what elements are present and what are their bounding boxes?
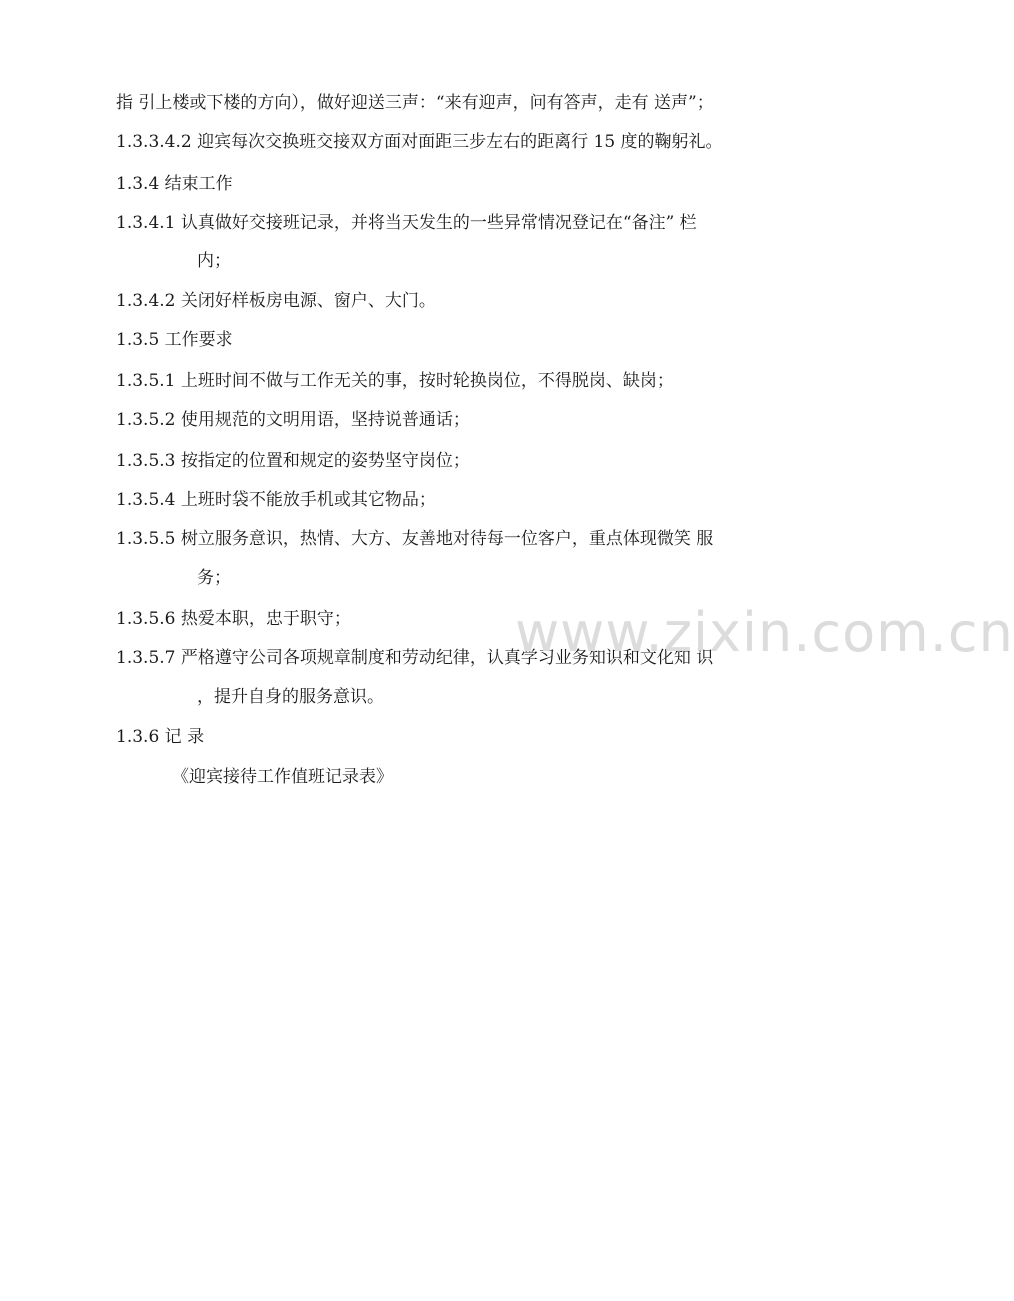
paragraph-line: 1.3.4.2 关闭好样板房电源、窗户、大门。 [116, 291, 436, 311]
section-heading: 1.3.4 结束工作 [116, 174, 233, 194]
paragraph-line: 1.3.5.7 严格遵守公司各项规章制度和劳动纪律，认真学习业务知识和文化知 识 [116, 648, 714, 668]
paragraph-line: 1.3.5.6 热爱本职，忠于职守； [116, 609, 351, 629]
paragraph-line: 1.3.4.1 认真做好交接班记录，并将当天发生的一些异常情况登记在“备注” 栏 [116, 213, 697, 233]
paragraph-line: 指 引上楼或下楼的方向），做好迎送三声：“来有迎声，问有答声，走有 送声”； [116, 93, 714, 113]
paragraph-line: 1.3.5.2 使用规范的文明用语，坚持说普通话； [116, 410, 470, 430]
paragraph-continuation: 内； [197, 251, 231, 271]
form-title: 《迎宾接待工作值班记录表》 [172, 767, 393, 787]
section-heading: 1.3.6 记 录 [116, 727, 205, 747]
section-heading: 1.3.5 工作要求 [116, 330, 233, 350]
watermark: www.zixin.com.cn [515, 601, 1014, 664]
paragraph-continuation: 务； [197, 568, 231, 588]
paragraph-continuation: ，提升自身的服务意识。 [197, 687, 384, 707]
paragraph-line: 1.3.5.1 上班时间不做与工作无关的事，按时轮换岗位，不得脱岗、缺岗； [116, 371, 674, 391]
paragraph-line: 1.3.3.4.2 迎宾每次交换班交接双方面对面距三步左右的距离行 15 度的鞠躬礼。 [116, 132, 723, 152]
paragraph-line: 1.3.5.3 按指定的位置和规定的姿势坚守岗位； [116, 451, 470, 471]
paragraph-line: 1.3.5.5 树立服务意识，热情、大方、友善地对待每一位客户，重点体现微笑 服 [116, 529, 714, 549]
paragraph-line: 1.3.5.4 上班时袋不能放手机或其它物品； [116, 490, 436, 510]
